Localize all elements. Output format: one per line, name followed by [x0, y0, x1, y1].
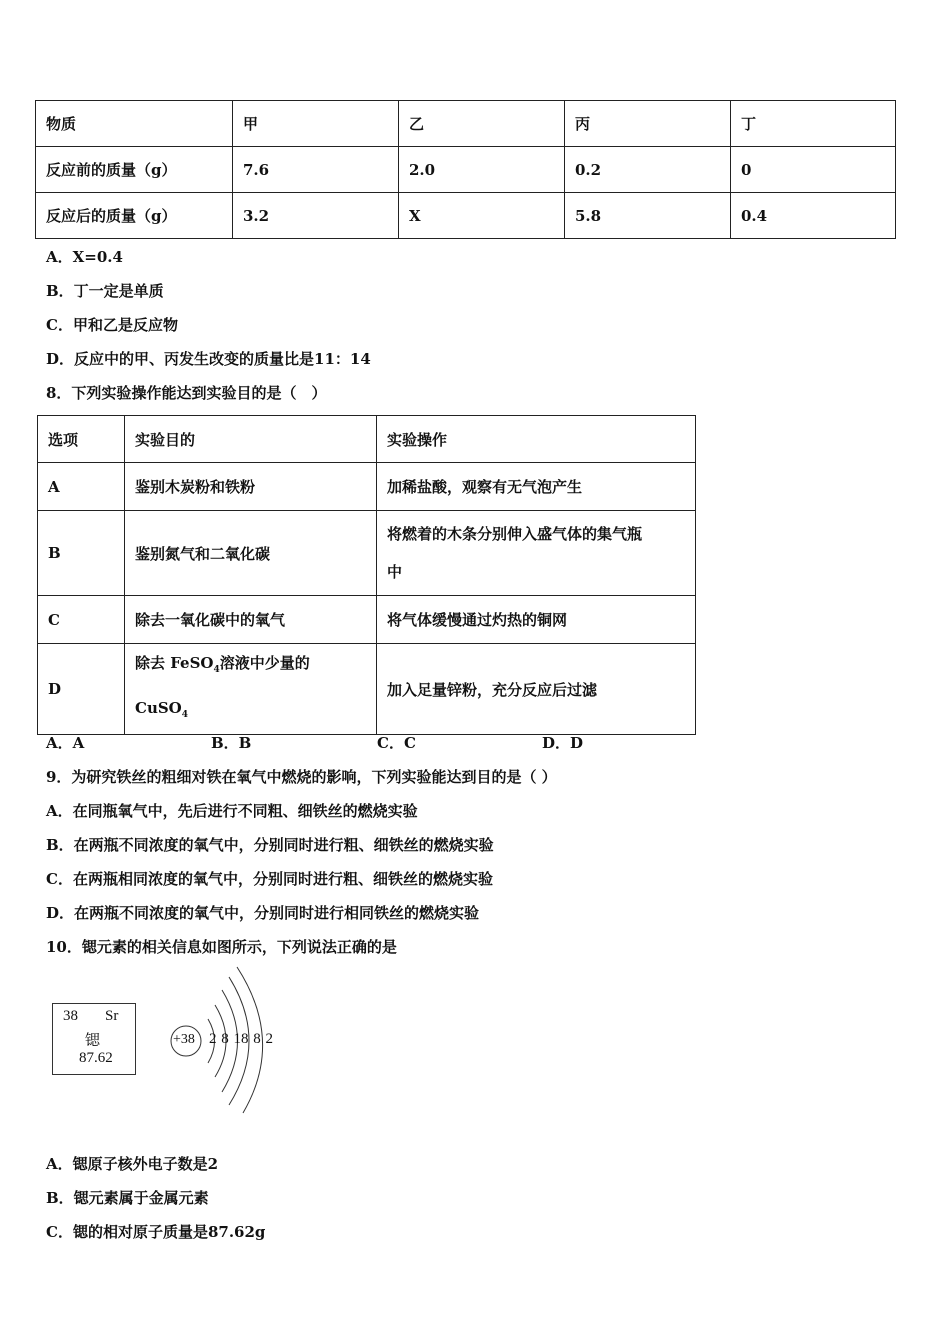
cell: 0 — [731, 147, 896, 193]
text: 将燃着的木条分别伸入盛气体的集气瓶 — [387, 525, 643, 543]
text: 溶液中少量的 — [219, 654, 310, 672]
cell: A — [38, 463, 125, 511]
q7-option-d: D．反应中的甲、丙发生改变的质量比是11：14 — [46, 350, 371, 368]
cell: 7.6 — [233, 147, 399, 193]
cell: 实验目的 — [125, 416, 377, 463]
q10-option-b: B．锶元素属于金属元素 — [46, 1189, 209, 1207]
cell: 甲 — [233, 101, 399, 147]
mass-table — [35, 100, 896, 239]
q8-stem: 8．下列实验操作能达到实验目的是（ ） — [46, 384, 327, 402]
cell: 5.8 — [565, 193, 731, 239]
cell: 乙 — [399, 101, 565, 147]
cell: 将气体缓慢通过灼热的铜网 — [377, 596, 696, 644]
atomic-number: 38 — [63, 1008, 78, 1024]
q9-stem: 9．为研究铁丝的粗细对铁在氧气中燃烧的影响，下列实验能达到目的是（ ） — [46, 768, 557, 786]
text: 4 — [181, 710, 189, 720]
q10-option-c: C．锶的相对原子质量是87.62g — [46, 1223, 266, 1241]
q9-option-a: A．在同瓶氧气中，先后进行不同粗、细铁丝的燃烧实验 — [46, 802, 418, 820]
cell: 鉴别木炭粉和铁粉 — [125, 463, 377, 511]
cell: 加入足量锌粉，充分反应后过滤 — [377, 644, 696, 735]
cell: 丙 — [565, 101, 731, 147]
q7-option-a: A．X=0.4 — [46, 248, 123, 266]
cell: 除去一氧化碳中的氧气 — [125, 596, 377, 644]
text: 中 — [387, 563, 403, 581]
cell: 3.2 — [233, 193, 399, 239]
element-name: 锶 — [85, 1033, 101, 1049]
nucleus-charge: +38 — [173, 1032, 195, 1047]
cell — [377, 511, 696, 596]
element-card — [52, 1003, 136, 1075]
cell: 反应后的质量（g） — [36, 193, 233, 239]
q7-option-c: C．甲和乙是反应物 — [46, 316, 178, 334]
q9-option-d: D．在两瓶不同浓度的氧气中，分别同时进行相同铁丝的燃烧实验 — [46, 904, 480, 922]
q8-option-b: B．B — [211, 734, 252, 752]
cell: X — [399, 193, 565, 239]
cell: 0.4 — [731, 193, 896, 239]
cell: C — [38, 596, 125, 644]
q8-option-a: A．A — [46, 734, 85, 752]
cell — [125, 644, 377, 735]
q9-option-b: B．在两瓶不同浓度的氧气中，分别同时进行粗、细铁丝的燃烧实验 — [46, 836, 494, 854]
q8-option-d: D．D — [542, 734, 584, 752]
q8-option-c: C．C — [377, 734, 416, 752]
cell: 鉴别氮气和二氧化碳 — [125, 511, 377, 596]
element-symbol: Sr — [105, 1008, 119, 1024]
cell: D — [38, 644, 125, 735]
cell: 实验操作 — [377, 416, 696, 463]
q10-option-a: A．锶原子核外电子数是2 — [46, 1155, 219, 1173]
q9-option-c: C．在两瓶相同浓度的氧气中，分别同时进行粗、细铁丝的燃烧实验 — [46, 870, 493, 888]
cell: 物质 — [36, 101, 233, 147]
cell: B — [38, 511, 125, 596]
q10-stem: 10．锶元素的相关信息如图所示，下列说法正确的是 — [46, 938, 397, 956]
cell: 加稀盐酸，观察有无气泡产生 — [377, 463, 696, 511]
cell: 丁 — [731, 101, 896, 147]
cell: 选项 — [38, 416, 125, 463]
shell-electrons: 2 8 18 8 2 — [209, 1031, 273, 1047]
cell: 反应前的质量（g） — [36, 147, 233, 193]
cell: 2.0 — [399, 147, 565, 193]
text: 4 — [213, 665, 220, 675]
q7-option-b: B．丁一定是单质 — [46, 282, 164, 300]
text: CuSO — [135, 699, 182, 717]
cell: 0.2 — [565, 147, 731, 193]
atomic-mass: 87.62 — [79, 1050, 113, 1066]
text: 除去 FeSO — [135, 654, 214, 672]
q8-table — [37, 415, 696, 735]
